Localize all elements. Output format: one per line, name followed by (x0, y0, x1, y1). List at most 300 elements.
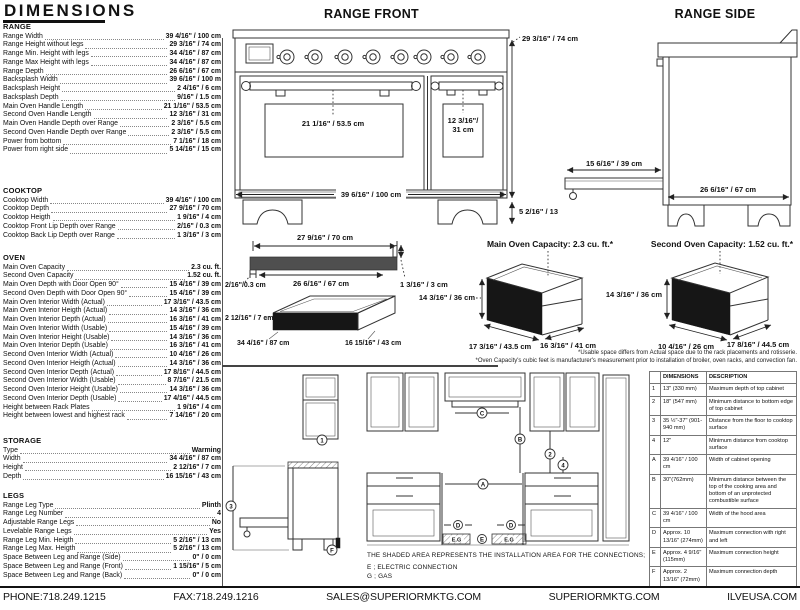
main-handle-dim-label: 21 1/16" / 53.5 cm (301, 119, 365, 128)
section-heading-legs: LEGS (3, 491, 25, 500)
spec-row (3, 33, 221, 42)
spec-value: 0" / 0 cm (192, 554, 221, 561)
spec-label: Cooktop Heigth (3, 214, 51, 221)
spec-value: 39 4/16" / 100 cm (165, 196, 221, 204)
dotted-leader (91, 56, 168, 57)
cooktop-surface-hatch (288, 462, 338, 468)
dotted-leader (92, 410, 176, 411)
inner-depth-dimension (259, 275, 383, 288)
dotted-leader (61, 100, 176, 101)
spec-value: 16 15/16" / 43 cm (165, 472, 221, 480)
note-line-2: E ; ELECTRIC CONNECTION (367, 563, 458, 571)
dotted-leader (110, 349, 168, 350)
spec-row (3, 214, 221, 223)
second-oven-depth-label: 17 8/16" / 44.5 cm (726, 340, 790, 349)
spec-rows-legs (3, 502, 221, 581)
spec-value: 9/16" / 1.5 cm (177, 93, 221, 101)
drawer-depth-dim-label: 16 15/16" / 43 cm (345, 340, 402, 347)
header-dimensions: DIMENSIONS (661, 372, 707, 384)
spec-label: Range Width (3, 32, 43, 40)
note-line-1: THE SHADED AREA REPRESENTS THE INSTALLATION AREA FOR THE CONNECTIONS; (367, 552, 646, 559)
cell-num: D (650, 528, 661, 548)
spec-value: 14 3/16" / 36 cm (169, 333, 221, 341)
spec-value: 17 4/16" / 44.5 cm (163, 394, 221, 402)
dotted-leader (109, 314, 167, 315)
spec-section-cooktop (3, 186, 221, 240)
cell-description: Minimum distance from cooktop surface (707, 435, 797, 455)
spec-value: 4 (217, 510, 221, 518)
spec-row (3, 537, 221, 546)
spec-row (3, 68, 221, 77)
spec-value: 15 4/16" / 39 cm (169, 289, 221, 297)
dotted-leader (123, 560, 191, 561)
main-oven-height-label: 14 3/16" / 36 cm (418, 293, 475, 302)
dotted-leader (85, 109, 162, 110)
cooktop-depth-dim-label: 27 9/16" / 70 cm (296, 233, 354, 242)
spec-value: 2.3 cu. ft. (191, 263, 221, 271)
footer-item: ILVEUSA.COM (727, 591, 797, 603)
cell-dimension: 35 ½"-37" (901-940 mm) (661, 416, 707, 436)
spec-row (3, 519, 221, 528)
spec-label: Range Min. Height with legs (3, 50, 89, 57)
spec-label: Second Oven Interior Height (Usable) (3, 386, 118, 393)
spec-row (3, 111, 221, 120)
table-row (650, 508, 797, 528)
cell-num: F (650, 567, 661, 587)
main-oven-capacity-title: Main Oven Capacity: 2.3 cu. ft.* (486, 239, 614, 249)
cooktop-slab (250, 257, 397, 270)
spec-label: Cooktop Back Lip Depth over Range (3, 231, 115, 239)
range-side-legs (668, 205, 790, 226)
knob (335, 50, 352, 64)
spec-label: Cooktop Depth (3, 205, 49, 213)
page-title: DIMENSIONS (4, 1, 137, 20)
note-line-3: G ; GAS (367, 573, 393, 580)
section-heading-range: RANGE (3, 22, 32, 31)
main-oven-handle (250, 82, 412, 90)
side-backsplash (780, 30, 797, 43)
dotted-leader (118, 401, 161, 402)
section-heading-storage: STORAGE (3, 436, 42, 445)
spec-row (3, 351, 221, 360)
spec-value: 16 3/16" / 41 cm (169, 342, 221, 350)
spec-value: 34 4/16" / 87 cm (169, 50, 221, 57)
spec-value: 15 4/16" / 39 cm (169, 324, 221, 332)
main-oven-glass (265, 104, 403, 157)
spec-value: 1.52 cu. ft. (187, 272, 221, 280)
spec-value: Warming (191, 446, 221, 454)
dotted-leader (115, 357, 167, 358)
spec-section-storage (3, 436, 221, 482)
spec-label: Second Oven Depth with Door Open 90° (3, 289, 128, 297)
side-front-leg (668, 205, 704, 226)
spec-value: 14 3/16" / 36 cm (169, 307, 221, 315)
spec-label: Backsplash Depth (3, 93, 59, 101)
storage-drawer-front (235, 188, 507, 199)
spec-value: Yes (209, 527, 221, 535)
drawer-front-face (273, 313, 358, 330)
spec-label: Power from bottom (3, 137, 62, 145)
table-row (650, 416, 797, 436)
second-oven-capacity-title: Second Oven Capacity: 1.52 cu. ft.* (650, 239, 794, 249)
spec-label: Main Oven Capacity (3, 263, 66, 271)
spec-value: 39 4/16" / 100 cm (165, 32, 221, 40)
spec-label: Space Between Leg and Range (Front) (3, 562, 123, 570)
spec-value: 7 1/16" / 18 cm (173, 137, 221, 145)
leg-height-dim-label: 5 2/16" / 13 (519, 207, 559, 216)
kitchen-elevation (367, 373, 629, 545)
table-header-row (650, 372, 797, 384)
spec-label: Power from right side (3, 146, 69, 154)
knob (391, 50, 408, 64)
side-back-leg (748, 205, 790, 226)
spec-value: 39 6/16" / 100 m (169, 76, 221, 84)
capacity-footnotes (421, 350, 797, 365)
spec-label: Main Oven Handle Depth over Range (3, 120, 118, 127)
spec-label: Second Oven Handle Length (3, 111, 92, 119)
spec-label: Backsplash Width (3, 76, 58, 84)
spec-label: Range Leg Type (3, 501, 54, 509)
second-oven-height-label: 14 3/16" / 36 cm (605, 290, 662, 299)
main-oven-door (240, 76, 424, 190)
front-left-leg (243, 200, 302, 224)
section-heading-oven: OVEN (3, 253, 26, 262)
spec-value: 5 2/16" / 13 cm (173, 545, 221, 553)
dotted-leader (63, 144, 171, 145)
cell-dimension: 13" (330 mm) (661, 384, 707, 396)
callout-D: D (455, 523, 461, 530)
hood-area (452, 401, 518, 407)
box-left-face (487, 278, 542, 335)
spec-value: 1 9/16" / 4 cm (177, 403, 221, 411)
spec-label: Range Depth (3, 67, 44, 75)
dotted-leader (118, 366, 168, 367)
dotted-leader (94, 118, 168, 119)
footer-rule (0, 586, 800, 588)
second-oven-door (431, 76, 503, 190)
control-knobs (277, 50, 485, 64)
spec-row (3, 138, 221, 147)
spec-value: 0" / 0 cm (192, 571, 221, 579)
dotted-leader (120, 392, 168, 393)
spec-label: Main Oven Depth with Door Open 90° (3, 281, 119, 288)
second-handle-dim-label-1: 12 3/16"/ (447, 116, 479, 125)
spec-label: Range Leg Number (3, 510, 64, 518)
box-left-face (672, 278, 730, 335)
callout-B: B (517, 437, 523, 444)
spec-value: 7 14/16" / 20 cm (169, 412, 221, 420)
footer-bar (3, 591, 797, 603)
cell-num: 2 (650, 396, 661, 416)
spec-value: Plinth (201, 501, 221, 509)
table-row (650, 396, 797, 416)
spec-row (3, 369, 221, 378)
dotted-leader (70, 153, 167, 154)
cell-num: B (650, 474, 661, 508)
spec-value: 21 1/16" / 53.5 cm (163, 102, 221, 110)
back-lip-dim-label: 1 3/16" / 3 cm (400, 280, 448, 289)
spec-row (3, 85, 221, 94)
second-handle-dim-label-2: 31 cm (452, 125, 474, 134)
spec-row (3, 223, 221, 232)
spec-section-oven (3, 253, 221, 421)
spec-value: 10 4/16" / 26 cm (169, 351, 221, 358)
spec-label: Second Oven Handle Depth over Range (3, 128, 127, 136)
cell-num: C (650, 508, 661, 528)
table-row (650, 455, 797, 475)
eg-label-1: E.G (451, 537, 462, 544)
spec-label: Second Oven Interior Depth (Actual) (3, 368, 115, 376)
spec-row (3, 281, 221, 290)
table-row (650, 567, 797, 587)
spec-value: 17 3/16" / 43.5 cm (163, 298, 221, 306)
spec-value: No (211, 519, 221, 526)
range-height-dim-label: 29 3/16" / 74 cm (522, 34, 579, 43)
spec-label: Main Oven Interior Width (Usable) (3, 324, 108, 332)
spec-value: 8 7/16" / 21.5 cm (167, 377, 221, 385)
spec-label: Main Oven Interior Width (Actual) (3, 298, 105, 306)
spec-label: Space Between Leg and Range (Side) (3, 554, 121, 561)
dotted-leader (67, 270, 189, 271)
callout-D: D (508, 523, 514, 530)
spec-value: 26 6/16" / 67 cm (169, 67, 221, 75)
spec-row (3, 473, 221, 482)
footer-item: SUPERIORMKTG.COM (548, 591, 660, 603)
side-handle (657, 59, 663, 66)
connection-point (336, 538, 340, 548)
dotted-leader (118, 229, 176, 230)
table-row (650, 547, 797, 567)
cell-num: A (650, 455, 661, 475)
dotted-leader (23, 479, 163, 480)
leg-height-dimension (512, 202, 558, 224)
dotted-leader (128, 135, 169, 136)
dotted-leader (60, 83, 168, 84)
door-depth-dimension (567, 159, 661, 170)
range-front-legs (243, 200, 497, 224)
range-depth-dimension (668, 185, 789, 197)
spec-row (3, 395, 221, 404)
cell-num: 4 (650, 435, 661, 455)
range-side-drawing (558, 28, 800, 240)
spec-label: Main Oven Handle Length (3, 102, 84, 110)
spec-label: Main Oven Interior Heigth (Actual) (3, 307, 108, 315)
range-side-title: RANGE SIDE (674, 7, 756, 21)
spec-label: Second Oven Interior Heigth (Actual) (3, 359, 116, 367)
dotted-leader (25, 470, 171, 471)
callout-A: A (480, 482, 486, 489)
callout-3: 3 (229, 504, 233, 511)
second-oven-capacity-drawing (605, 236, 800, 366)
dotted-leader (53, 220, 176, 221)
cell-dimension: Approx. 4 9/16" (115mm) (661, 547, 707, 567)
dotted-leader (50, 203, 163, 204)
dotted-leader (129, 296, 167, 297)
spec-row (3, 377, 221, 386)
dotted-leader (46, 74, 168, 75)
storage-drawer-drawing (223, 293, 443, 353)
range-front-drawing (233, 28, 608, 238)
spec-row (3, 455, 221, 464)
footnote-2: *Oven Capacity's cubic feet is manufacturer's measurement prior to installation of broiler, oven racks, and convection fan. (475, 357, 797, 364)
dotted-leader (117, 238, 175, 239)
spec-value: 2/16" / 0.3 cm (177, 222, 221, 230)
spec-row (3, 41, 221, 50)
spec-label: Second Oven Interior Depth (Usable) (3, 394, 117, 402)
spec-row (3, 386, 221, 395)
second-oven-handle (439, 82, 495, 90)
knob (363, 50, 380, 64)
callout-F: F (330, 548, 334, 555)
spec-label: Type (3, 446, 18, 454)
callout-C: C (479, 411, 485, 418)
callout-2: 2 (548, 452, 552, 459)
spec-value: 5 14/16" / 15 cm (169, 146, 221, 154)
dotted-leader (107, 305, 162, 306)
spec-row (3, 272, 221, 281)
dotted-leader (75, 543, 171, 544)
spec-value: 34 4/16" / 87 cm (169, 58, 221, 66)
table-row (650, 384, 797, 396)
dotted-leader (108, 322, 168, 323)
dotted-leader (85, 48, 167, 49)
tall-pantry (603, 375, 629, 541)
spec-value: 14 3/16" / 36 cm (169, 386, 221, 393)
door-depth-dim-label: 15 6/16" / 39 cm (585, 159, 643, 168)
dotted-leader (118, 384, 166, 385)
cell-description: Width of the hood area (707, 508, 797, 528)
spec-value: 1 15/16" / 5 cm (173, 562, 221, 570)
eg-label-2: E.G (504, 537, 514, 544)
spec-value: 27 9/16" / 70 cm (169, 205, 221, 213)
dotted-leader (111, 340, 167, 341)
spec-row (3, 94, 221, 103)
spec-section-legs (3, 491, 221, 580)
front-right-leg (438, 200, 497, 224)
spec-value: 2 4/16" / 6 cm (177, 85, 221, 92)
spec-label: Space Between Leg and Range (Back) (3, 571, 123, 579)
cell-dimension: 39 4/16" / 100 cm (661, 455, 707, 475)
spec-row (3, 76, 221, 85)
open-door-profile (240, 518, 288, 527)
spec-rows-storage (3, 447, 221, 482)
range-depth-dim-label: 26 6/16" / 67 cm (699, 185, 757, 194)
dotted-leader (124, 578, 190, 579)
knob (441, 50, 458, 64)
front-lip-dim-label: 2/16"/0.3 cm (225, 282, 266, 289)
dotted-leader (20, 453, 190, 454)
spec-value: 16 3/16" / 41 cm (169, 316, 221, 323)
cell-description: Maximum connection depth (707, 567, 797, 587)
side-clearance-view (226, 375, 340, 555)
dotted-leader (116, 375, 162, 376)
spec-row (3, 264, 221, 273)
dotted-leader (76, 525, 210, 526)
spec-row (3, 59, 221, 68)
spec-label: Height between Rack Plates (3, 403, 90, 411)
spec-row (3, 572, 221, 581)
range-front-title: RANGE FRONT (324, 7, 419, 21)
dotted-leader (51, 212, 167, 213)
spec-label: Levelable Range Legs (3, 527, 72, 535)
callout-4: 4 (561, 463, 565, 470)
dotted-leader (75, 279, 185, 280)
spec-row (3, 464, 221, 473)
spec-value: 34 4/16" / 87 cm (169, 455, 221, 463)
spec-label: Height (3, 464, 23, 471)
footer-item: FAX:718.249.1216 (173, 591, 259, 603)
spec-value: 14 3/16" / 36 cm (169, 359, 221, 367)
drawer-tray (273, 296, 395, 330)
main-oven-box (487, 264, 582, 335)
range-front-body (233, 30, 509, 198)
spec-row (3, 325, 221, 334)
spec-row (3, 528, 221, 537)
spec-row (3, 554, 221, 563)
spec-row (3, 412, 221, 421)
cell-description: Width of cabinet opening (707, 455, 797, 475)
spec-row (3, 299, 221, 308)
spec-rows-cooktop (3, 197, 221, 241)
spec-label: Cooktop Front Lip Depth over Range (3, 222, 116, 230)
left-base-cabinet (367, 473, 440, 541)
spec-row (3, 146, 221, 155)
footer-item: SALES@SUPERIORMKTG.COM (326, 591, 482, 603)
range-width-dim-label: 39 6/16" / 100 cm (340, 190, 402, 199)
drawer-height-dim-label: 2 12/16" / 7 cm (225, 315, 274, 322)
spec-value: 29 3/16" / 74 cm (169, 41, 221, 49)
spec-row (3, 307, 221, 316)
dotted-leader (45, 39, 164, 40)
spec-rows-range (3, 33, 221, 156)
spec-row (3, 50, 221, 59)
spec-row (3, 205, 221, 214)
spec-value: 12 3/16" / 31 cm (169, 111, 221, 119)
main-oven-width-label: 17 3/16" / 43.5 cm (468, 342, 532, 351)
main-oven-depth-label: 16 3/16" / 41 cm (539, 341, 597, 350)
drawer-width-dim-label: 34 4/16" / 87 cm (237, 340, 290, 347)
cell-description: Minimum distance between the top of the cooking area and bottom of an unprotected combustible surface (707, 474, 797, 508)
spec-rows-oven (3, 264, 221, 422)
spec-row (3, 120, 221, 129)
spec-label: Main Oven Interior Depth (Actual) (3, 316, 106, 323)
spec-value: 17 8/16" / 44.5 cm (163, 368, 221, 376)
cell-dimension: Approx. 10 13/16" (274mm) (661, 528, 707, 548)
spec-value: 2 12/16" / 7 cm (173, 464, 221, 471)
cooktop-back-lip (393, 246, 397, 258)
spec-label: Main Oven Interior Depth (Usable) (3, 342, 108, 350)
spec-row (3, 510, 221, 519)
dotted-leader (77, 552, 171, 553)
dotted-leader (23, 462, 168, 463)
dotted-leader (120, 126, 169, 127)
header-description: DESCRIPTION (707, 372, 797, 384)
callout-E: E (479, 537, 485, 544)
callout-1: 1 (320, 438, 324, 445)
door-caster (570, 193, 577, 200)
spec-row (3, 232, 221, 241)
cell-dimension: 30"(762mm) (661, 474, 707, 508)
spec-row (3, 316, 221, 325)
spec-row (3, 447, 221, 456)
spec-label: Backsplash Height (3, 85, 61, 92)
dotted-leader (74, 534, 208, 535)
spec-label: Depth (3, 472, 22, 480)
spec-label: Second Oven Interior Width (Usable) (3, 377, 116, 385)
spec-label: Range Height without legs (3, 41, 84, 49)
spec-row (3, 334, 221, 343)
open-door (565, 178, 663, 200)
